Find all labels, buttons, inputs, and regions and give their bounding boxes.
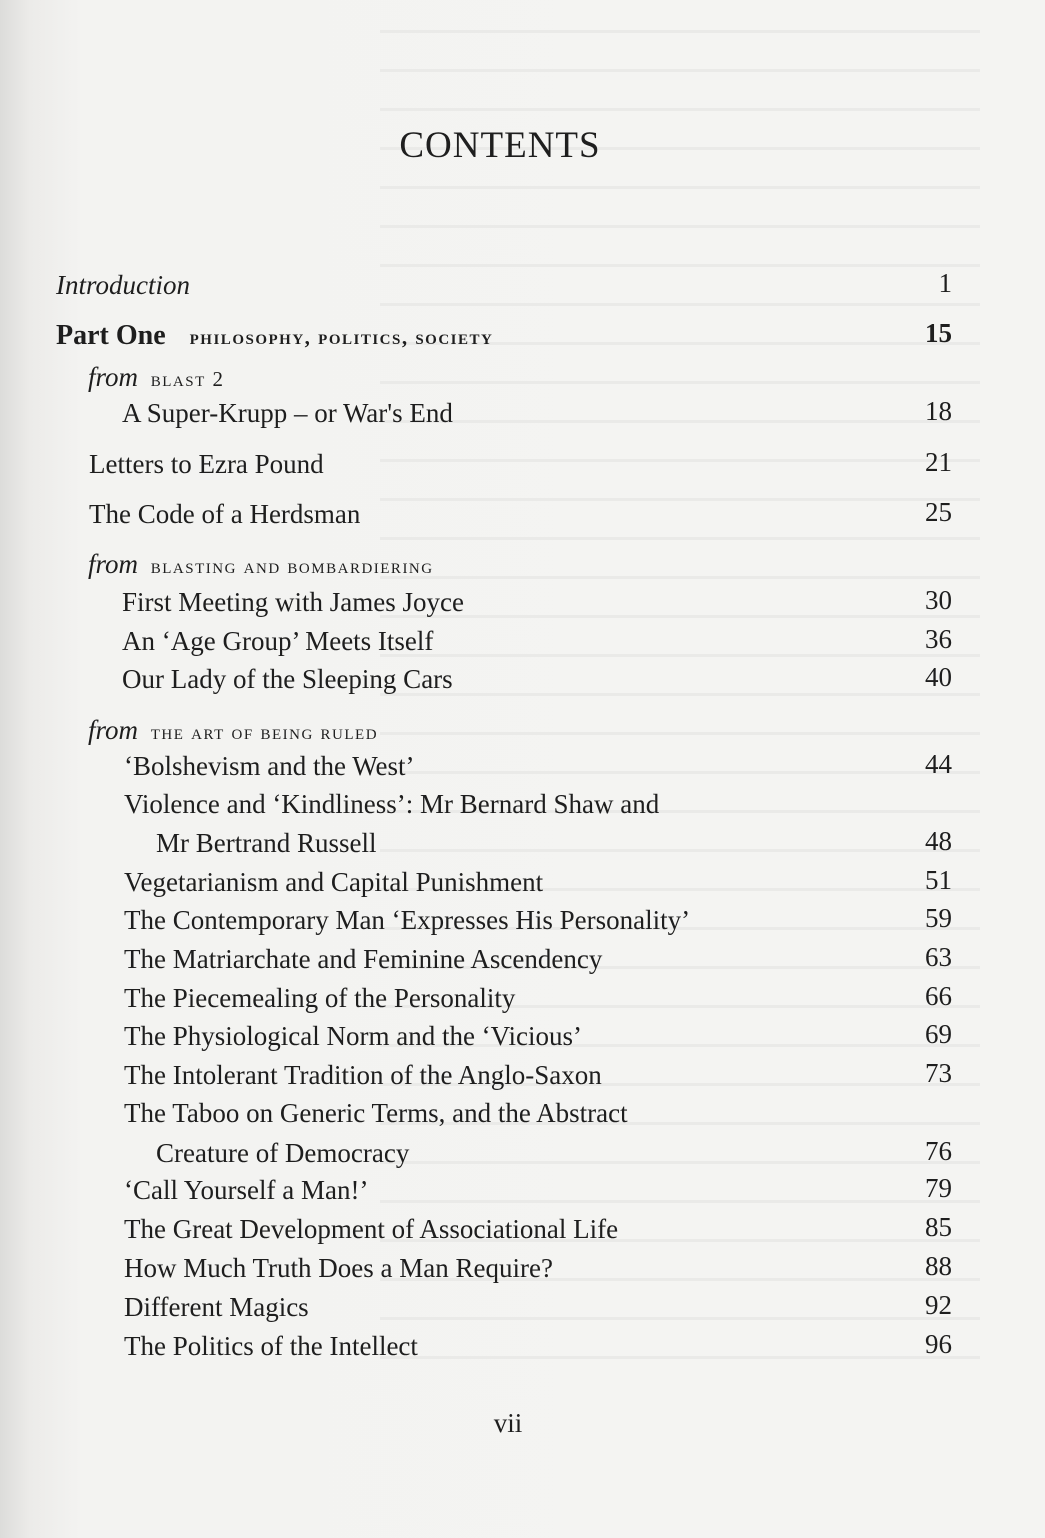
page-number: 63 [925,942,952,972]
toc-entry: How Much Truth Does a Man Require? [124,1253,553,1283]
page-number: 1 [938,268,952,298]
toc-entry: Different Magics [124,1292,309,1322]
source-heading-bb [88,549,434,580]
toc-entry: Our Lady of the Sleeping Cars [122,664,453,694]
toc-entry-continued: Mr Bertrand Russell [156,828,377,858]
page-number: 92 [925,1290,952,1320]
toc-entry: The Taboo on Generic Terms, and the Abstract [124,1098,628,1128]
toc-entry: First Meeting with James Joyce [122,587,464,617]
page-number: 25 [925,497,952,527]
toc-entry-continued: Creature of Democracy [156,1138,410,1168]
toc-entry: The Piecemealing of the Personality [124,983,516,1013]
from-label: from [88,362,139,392]
page-number: 88 [925,1251,952,1281]
part-title: Part One [56,320,166,351]
toc-entry: A Super-Krupp – or War's End [122,398,453,428]
toc-entry: Violence and ‘Kindliness’: Mr Bernard Shaw and [124,789,660,819]
page-number: 21 [925,447,952,477]
page-number: 44 [925,749,952,779]
source-title: the art of being ruled [150,720,379,744]
page-number: 66 [925,981,952,1011]
toc-entry: The Politics of the Intellect [124,1331,418,1361]
source-title: blasting and bombardiering [150,554,434,578]
from-label: from [88,549,139,579]
toc-entry: ‘Bolshevism and the West’ [124,751,415,781]
contents-heading: CONTENTS [399,125,601,166]
page-number: 96 [925,1329,952,1359]
toc-entry: The Intolerant Tradition of the Anglo-Saxon [124,1060,602,1090]
toc-entry: Vegetarianism and Capital Punishment [124,867,544,897]
part-subtitle: philosophy, politics, society [189,325,494,349]
toc-entry-code: The Code of a Herdsman [89,499,361,529]
page-number: 51 [925,865,952,895]
page-number: 76 [925,1136,952,1166]
toc-entry-introduction: Introduction [56,270,190,300]
page-folio: vii [493,1408,523,1438]
source-heading-abr [88,715,378,746]
page-number: 18 [925,396,952,426]
page-number: 69 [925,1019,952,1049]
page-number: 30 [925,585,952,615]
toc-entry: The Great Development of Associational Life [124,1214,619,1244]
toc-entry: The Physiological Norm and the ‘Vicious’ [124,1021,583,1051]
toc-entry: The Contemporary Man ‘Expresses His Personality’ [124,905,691,935]
source-heading-blast [88,362,225,393]
toc-entry: The Matriarchate and Feminine Ascendency [124,944,603,974]
from-label: from [88,715,139,745]
page-number: 59 [925,903,952,933]
page-number: 40 [925,662,952,692]
page-number: 48 [925,826,952,856]
part-heading [56,320,493,352]
toc-entry: An ‘Age Group’ Meets Itself [122,626,434,656]
page-number: 79 [925,1173,952,1203]
page-number: 36 [925,624,952,654]
source-title: blast 2 [150,367,225,391]
page-number: 85 [925,1212,952,1242]
toc-entry: ‘Call Yourself a Man!’ [124,1175,369,1205]
page-number: 15 [925,318,952,348]
toc-entry-letters: Letters to Ezra Pound [89,449,324,479]
page-number: 73 [925,1058,952,1088]
